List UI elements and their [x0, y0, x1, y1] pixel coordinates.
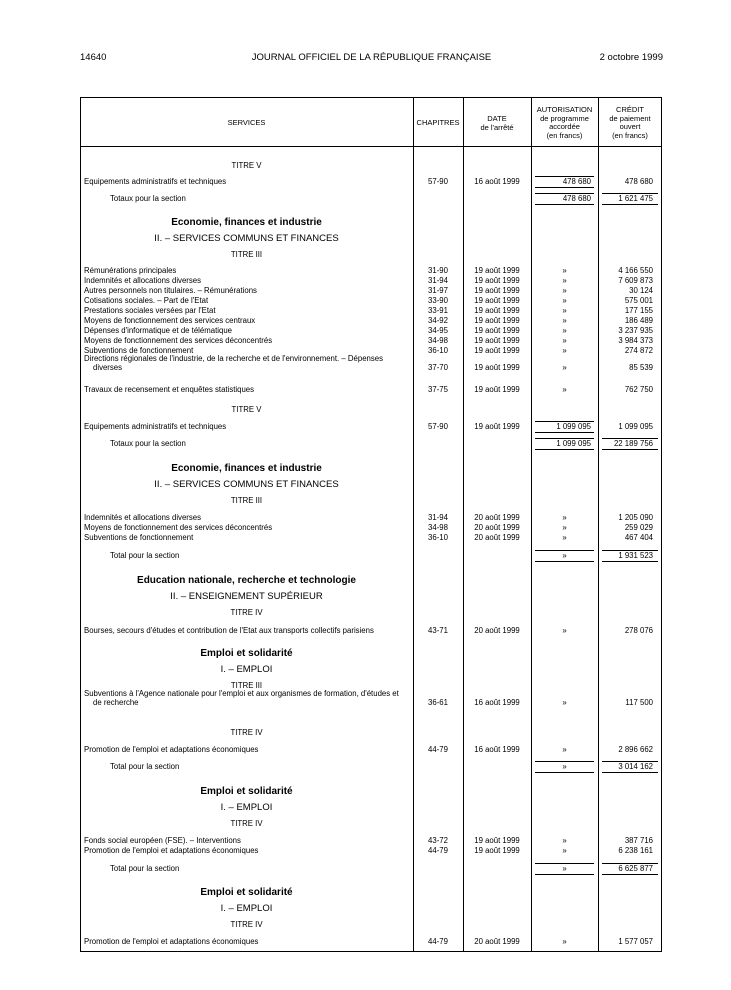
decree-date: 19 août 1999 — [474, 836, 520, 845]
total-label: Totaux pour la section — [110, 194, 410, 203]
decree-date: 20 août 1999 — [474, 513, 520, 522]
page-number: 14640 — [80, 52, 107, 63]
section-title: Economie, finances et industrie — [171, 217, 322, 228]
chapter-code: 33-90 — [428, 296, 448, 305]
programme-amount: » — [562, 762, 567, 771]
decree-date: 20 août 1999 — [474, 523, 520, 532]
chapter-code: 31-94 — [428, 513, 448, 522]
service-label: Equipements administratifs et techniques — [84, 177, 410, 186]
titre-heading: TITRE III — [230, 681, 263, 690]
decree-date: 19 août 1999 — [474, 326, 520, 335]
service-label: diverses — [93, 363, 410, 372]
chapter-code: 44-79 — [428, 937, 448, 946]
credit-amount: 3 984 373 — [618, 336, 653, 345]
credit-amount: 278 076 — [624, 626, 653, 635]
chapter-code: 31-94 — [428, 276, 448, 285]
col-header-date: DATE de l'arrêté — [480, 114, 514, 132]
chapter-code: 36-61 — [428, 698, 448, 707]
credit-amount: 6 625 877 — [618, 864, 653, 873]
chapter-code: 31-97 — [428, 286, 448, 295]
titre-heading: TITRE V — [231, 405, 262, 414]
credit-amount: 3 014 162 — [618, 762, 653, 771]
chapter-code: 57-90 — [428, 177, 448, 186]
col-header-chapitres: CHAPITRES — [416, 118, 460, 127]
subsection-title: II. – SERVICES COMMUNS ET FINANCES — [154, 479, 339, 490]
programme-amount: » — [562, 513, 567, 522]
service-label: Subventions de fonctionnement — [84, 346, 410, 355]
chapter-code: 37-75 — [428, 385, 448, 394]
credit-amount: 2 896 662 — [618, 745, 653, 754]
chapter-code: 31-90 — [428, 266, 448, 275]
total-label: Total pour la section — [110, 551, 410, 560]
titre-heading: TITRE IV — [230, 819, 263, 828]
chapter-code: 43-72 — [428, 836, 448, 845]
credit-amount: 274 872 — [624, 346, 653, 355]
chapter-code: 34-98 — [428, 336, 448, 345]
service-label: Moyens de fonctionnement des services déconcentrés — [84, 523, 410, 532]
chapter-code: 44-79 — [428, 846, 448, 855]
chapter-code: 34-92 — [428, 316, 448, 325]
credit-amount: 117 500 — [625, 698, 653, 707]
credit-amount: 177 155 — [624, 306, 653, 315]
titre-heading: TITRE III — [230, 496, 263, 505]
decree-date: 16 août 1999 — [474, 698, 520, 707]
service-label: Subventions à l'Agence nationale pour l'emploi et aux organismes de formation, d'études et — [84, 689, 399, 698]
programme-amount: 1 099 095 — [556, 422, 591, 431]
programme-amount: » — [562, 533, 567, 542]
chapter-code: 34-98 — [428, 523, 448, 532]
decree-date: 20 août 1999 — [474, 937, 520, 946]
programme-amount: 478 680 — [562, 194, 591, 203]
programme-amount: » — [562, 363, 567, 372]
credit-amount: 259 029 — [624, 523, 653, 532]
credit-amount: 3 237 935 — [618, 326, 653, 335]
subsection-title: I. – EMPLOI — [220, 664, 273, 675]
section-title: Emploi et solidarité — [200, 648, 293, 659]
chapter-code: 33-91 — [428, 306, 448, 315]
service-label: Moyens de fonctionnement des services déconcentrés — [84, 336, 410, 345]
credit-amount: 6 238 161 — [618, 846, 653, 855]
programme-amount: » — [562, 336, 567, 345]
col-header-autorisation: AUTORISATION de programme accordée (en francs) — [536, 105, 593, 140]
programme-amount: » — [562, 316, 567, 325]
chapter-code: 34-95 — [428, 326, 448, 335]
programme-amount: » — [562, 346, 567, 355]
credit-amount: 478 680 — [624, 177, 653, 186]
decree-date: 19 août 1999 — [474, 336, 520, 345]
credit-amount: 186 489 — [624, 316, 653, 325]
chapter-code: 43-71 — [428, 626, 448, 635]
service-label: Rémunérations principales — [84, 266, 410, 275]
service-label: Promotion de l'emploi et adaptations économiques — [84, 937, 410, 946]
issue-date: 2 octobre 1999 — [599, 52, 663, 63]
service-label: Bourses, secours d'études et contribution de l'Etat aux transports collectifs parisiens — [84, 626, 410, 635]
programme-amount: » — [562, 523, 567, 532]
credit-amount: 22 189 756 — [613, 439, 653, 448]
subsection-title: I. – EMPLOI — [220, 903, 273, 914]
service-label: Fonds social européen (FSE). – Interventions — [84, 836, 410, 845]
titre-heading: TITRE III — [230, 250, 263, 259]
chapter-code: 36-10 — [428, 533, 448, 542]
section-title: Emploi et solidarité — [200, 786, 293, 797]
credit-amount: 30 124 — [629, 286, 653, 295]
decree-date: 16 août 1999 — [474, 177, 520, 186]
titre-heading: TITRE IV — [230, 920, 263, 929]
credit-amount: 4 166 550 — [618, 266, 653, 275]
decree-date: 20 août 1999 — [474, 626, 520, 635]
credit-amount: 7 609 873 — [618, 276, 653, 285]
credit-amount: 1 577 057 — [618, 937, 653, 946]
programme-amount: » — [562, 276, 567, 285]
service-label: Cotisations sociales. – Part de l'Etat — [84, 296, 410, 305]
credit-amount: 387 716 — [624, 836, 653, 845]
credit-amount: 575 001 — [624, 296, 653, 305]
service-label: Equipements administratifs et techniques — [84, 422, 410, 431]
programme-amount: 478 680 — [562, 177, 591, 186]
programme-amount: » — [562, 266, 567, 275]
decree-date: 19 août 1999 — [474, 316, 520, 325]
service-label: Directions régionales de l'industrie, de la recherche et de l'environnement. – Dépenses — [84, 354, 383, 363]
credit-amount: 467 404 — [624, 533, 653, 542]
service-label: Prestations sociales versées par l'Etat — [84, 306, 410, 315]
section-title: Economie, finances et industrie — [171, 463, 322, 474]
programme-amount: » — [562, 937, 567, 946]
programme-amount: » — [562, 846, 567, 855]
chapter-code: 57-90 — [428, 422, 448, 431]
service-label: Moyens de fonctionnement des services centraux — [84, 316, 410, 325]
programme-amount: » — [562, 698, 567, 707]
credit-amount: 1 931 523 — [618, 551, 653, 560]
decree-date: 19 août 1999 — [474, 306, 520, 315]
programme-amount: » — [562, 745, 567, 754]
service-label: Travaux de recensement et enquêtes statistiques — [84, 385, 410, 394]
credit-amount: 85 539 — [629, 363, 653, 372]
service-label: Subventions de fonctionnement — [84, 533, 410, 542]
col-header-services: SERVICES — [227, 118, 266, 127]
programme-amount: » — [562, 286, 567, 295]
programme-amount: » — [562, 626, 567, 635]
total-label: Total pour la section — [110, 762, 410, 771]
decree-date: 19 août 1999 — [474, 422, 520, 431]
service-label: Autres personnels non titulaires. – Rémunérations — [84, 286, 410, 295]
decree-date: 16 août 1999 — [474, 745, 520, 754]
titre-heading: TITRE V — [231, 161, 262, 170]
decree-date: 19 août 1999 — [474, 846, 520, 855]
col-header-credit: CRÉDIT de paiement ouvert (en francs) — [609, 105, 651, 140]
chapter-code: 44-79 — [428, 745, 448, 754]
programme-amount: » — [562, 864, 567, 873]
service-label: Indemnités et allocations diverses — [84, 276, 410, 285]
programme-amount: » — [562, 385, 567, 394]
credit-amount: 1 099 095 — [618, 422, 653, 431]
programme-amount: » — [562, 551, 567, 560]
programme-amount: » — [562, 326, 567, 335]
credit-amount: 762 750 — [624, 385, 653, 394]
programme-amount: » — [562, 306, 567, 315]
chapter-code: 36-10 — [428, 346, 448, 355]
journal-title: JOURNAL OFFICIEL DE LA RÉPUBLIQUE FRANÇAISE — [251, 52, 492, 63]
decree-date: 19 août 1999 — [474, 296, 520, 305]
decree-date: 19 août 1999 — [474, 266, 520, 275]
programme-amount: » — [562, 836, 567, 845]
decree-date: 20 août 1999 — [474, 533, 520, 542]
credit-amount: 1 205 090 — [618, 513, 653, 522]
titre-heading: TITRE IV — [230, 728, 263, 737]
decree-date: 19 août 1999 — [474, 286, 520, 295]
service-label: Dépenses d'informatique et de télématique — [84, 326, 410, 335]
decree-date: 19 août 1999 — [474, 276, 520, 285]
decree-date: 19 août 1999 — [474, 346, 520, 355]
section-title: Emploi et solidarité — [200, 887, 293, 898]
decree-date: 19 août 1999 — [474, 363, 520, 372]
service-label: Promotion de l'emploi et adaptations économiques — [84, 846, 410, 855]
credit-amount: 1 621 475 — [618, 194, 653, 203]
total-label: Totaux pour la section — [110, 439, 410, 448]
subsection-title: II. – SERVICES COMMUNS ET FINANCES — [154, 233, 339, 244]
titre-heading: TITRE IV — [230, 608, 263, 617]
decree-date: 19 août 1999 — [474, 385, 520, 394]
total-label: Total pour la section — [110, 864, 410, 873]
service-label: de recherche — [93, 698, 410, 707]
section-title: Education nationale, recherche et technologie — [137, 575, 356, 586]
service-label: Indemnités et allocations diverses — [84, 513, 410, 522]
programme-amount: 1 099 095 — [556, 439, 591, 448]
service-label: Promotion de l'emploi et adaptations économiques — [84, 745, 410, 754]
programme-amount: » — [562, 296, 567, 305]
subsection-title: I. – EMPLOI — [220, 802, 273, 813]
chapter-code: 37-70 — [428, 363, 448, 372]
subsection-title: II. – ENSEIGNEMENT SUPÉRIEUR — [170, 591, 323, 602]
